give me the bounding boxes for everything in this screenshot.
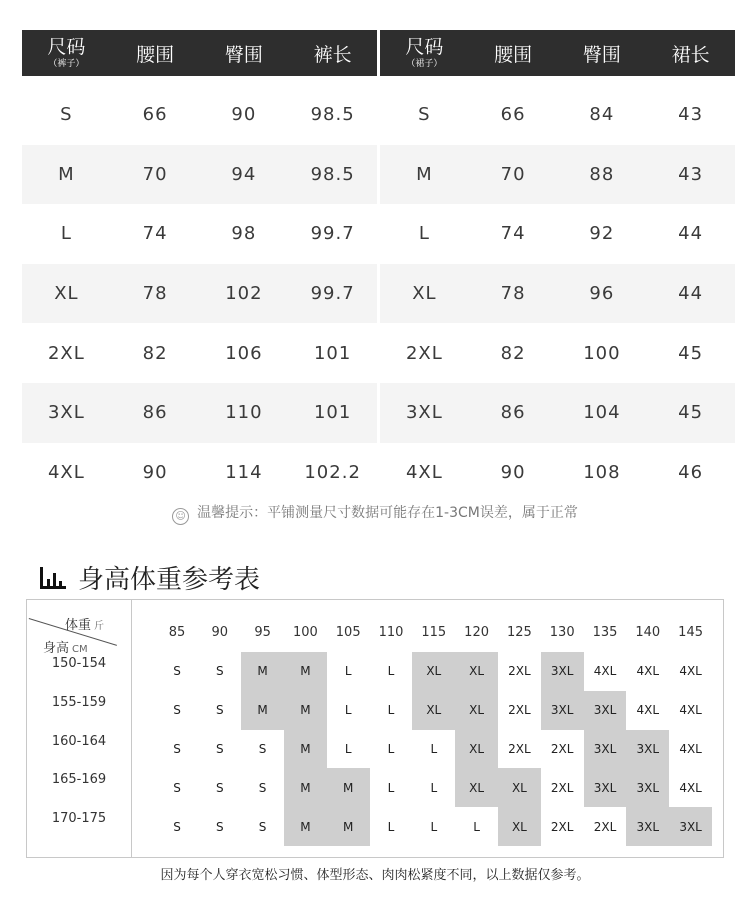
- hip-cell: 84: [589, 104, 615, 126]
- waist-cell: 70: [500, 163, 526, 185]
- size-cell: 2XL: [47, 342, 85, 364]
- weight-header: 125: [506, 625, 532, 640]
- size-cell: 4XL: [47, 461, 85, 483]
- skirt-length-header: 裙长: [671, 43, 710, 66]
- waist-cell: 82: [500, 342, 526, 364]
- skirt-size-table: [380, 30, 735, 502]
- size-cell: L: [430, 780, 438, 795]
- skirt-length-cell: 45: [678, 342, 704, 364]
- waist-cell: 74: [500, 223, 526, 245]
- weight-header: 85: [168, 625, 186, 640]
- height-unit: CM: [72, 644, 88, 655]
- size-cell: L: [418, 223, 430, 245]
- weight-header: 145: [678, 625, 703, 640]
- size-cell: 4XL: [636, 664, 660, 679]
- hip-cell: 104: [583, 402, 621, 424]
- table-row: [22, 85, 377, 145]
- size-cell: M: [284, 807, 327, 846]
- size-cell: M: [284, 730, 327, 769]
- pants-length-cell: 99.7: [310, 283, 355, 305]
- waist-cell: 86: [142, 402, 168, 424]
- size-cell: L: [344, 664, 352, 679]
- size-cell: L: [387, 780, 395, 795]
- size-cell: L: [430, 741, 438, 756]
- hip-cell: 102: [225, 283, 263, 305]
- skirt-length-cell: 44: [678, 223, 704, 245]
- size-cell: S: [173, 780, 181, 795]
- waist-cell: 70: [142, 163, 168, 185]
- size-cell: L: [387, 741, 395, 756]
- pants-length-cell: 99.7: [310, 223, 355, 245]
- size-cell: S: [173, 703, 181, 718]
- weight-header: 110: [378, 625, 404, 640]
- size-cell: 2XL: [550, 780, 574, 795]
- height-weight-table: [26, 599, 724, 858]
- size-cell: XL: [54, 283, 79, 305]
- size-cell: M: [327, 807, 370, 846]
- weight-header: 115: [421, 625, 447, 640]
- waist-cell: 90: [142, 461, 168, 483]
- size-cell: 3XL: [541, 652, 584, 691]
- size-cell: M: [327, 768, 370, 807]
- size-header-sub: （裤子）: [48, 58, 85, 69]
- size-cell: 3XL: [669, 807, 712, 846]
- hip-cell: 110: [225, 402, 263, 424]
- size-cell: S: [173, 741, 181, 756]
- size-cell: S: [258, 819, 267, 834]
- skirt-table-header: [380, 30, 735, 76]
- size-cell: L: [344, 741, 352, 756]
- table-row: [22, 323, 377, 383]
- size-cell: 3XL: [584, 691, 627, 730]
- table-row: [380, 145, 735, 205]
- height-label: 160-164: [51, 733, 107, 749]
- pants-size-table: [22, 30, 377, 502]
- size-cell: 4XL: [679, 703, 702, 718]
- section-heading: [38, 560, 260, 594]
- size-cell: L: [387, 703, 395, 718]
- size-cell: XL: [455, 768, 498, 807]
- skirt-length-cell: 43: [678, 163, 704, 185]
- hip-cell: 96: [589, 283, 615, 305]
- pants-size-header: [22, 35, 111, 69]
- waist-cell: 66: [142, 104, 168, 126]
- size-cell: M: [284, 768, 327, 807]
- size-cell: M: [416, 163, 433, 185]
- size-cell: 3XL: [47, 402, 85, 424]
- size-cell: XL: [455, 652, 498, 691]
- hip-header: 臀围: [224, 43, 263, 66]
- footnote: 因为每个人穿衣宽松习惯、体型形态、肉肉松紧度不同，以上数据仅参考。: [160, 868, 590, 883]
- size-cell: 2XL: [593, 819, 617, 834]
- height-label: 155-159: [51, 694, 107, 710]
- hip-cell: 106: [225, 342, 263, 364]
- size-header-label: 尺码: [405, 35, 444, 58]
- pants-length-cell: 101: [313, 402, 352, 424]
- size-cell: L: [387, 664, 395, 679]
- pants-length-cell: 98.5: [310, 104, 355, 126]
- size-cell: 2XL: [550, 819, 574, 834]
- skirt-length-cell: 45: [678, 402, 704, 424]
- size-cell: S: [215, 703, 224, 718]
- skirt-length-cell: 46: [678, 461, 704, 483]
- waist-header: 腰围: [494, 43, 533, 66]
- weight-header: 105: [335, 625, 361, 640]
- size-cell: 3XL: [626, 730, 669, 769]
- size-cell: M: [284, 652, 327, 691]
- table-row: [380, 383, 735, 443]
- hip-cell: 100: [583, 342, 621, 364]
- size-cell: S: [258, 741, 267, 756]
- tip-text: 温馨提示：平铺测量尺寸数据可能存在1-3CM误差，属于正常: [197, 505, 578, 521]
- size-cell: L: [430, 819, 438, 834]
- table-row: [22, 145, 377, 205]
- hip-cell: 114: [225, 461, 263, 483]
- hip-cell: 98: [231, 223, 257, 245]
- size-cell: 3XL: [584, 768, 627, 807]
- weight-header: 95: [254, 625, 271, 640]
- size-cell: L: [387, 819, 395, 834]
- size-header-sub: （裙子）: [406, 58, 443, 69]
- table-row: [22, 383, 377, 443]
- waist-cell: 86: [500, 402, 526, 424]
- size-cell: 4XL: [593, 664, 617, 679]
- size-cell: XL: [412, 652, 455, 691]
- waist-header: 腰围: [136, 43, 175, 66]
- waist-cell: 78: [142, 283, 168, 305]
- skirt-size-header: [380, 35, 469, 69]
- hip-cell: 94: [231, 163, 257, 185]
- table-row: [380, 204, 735, 264]
- size-cell: S: [215, 819, 224, 834]
- size-cell: M: [284, 691, 327, 730]
- skirt-table-body: [380, 85, 735, 502]
- size-cell: S: [173, 664, 181, 679]
- size-cell: XL: [498, 768, 541, 807]
- pants-length-cell: 98.5: [310, 163, 355, 185]
- hip-header: 臀围: [582, 43, 621, 66]
- hip-cell: 90: [231, 104, 257, 126]
- size-cell: S: [173, 819, 181, 834]
- size-cell: 4XL: [679, 664, 702, 679]
- weight-axis-label: 体重 斤: [65, 618, 105, 633]
- size-cell: S: [418, 104, 431, 126]
- pants-table-header: [22, 30, 377, 76]
- pants-length-header: 裤长: [313, 43, 352, 66]
- weight-header: 120: [464, 625, 489, 640]
- height-axis-label: 身高 CM: [43, 641, 88, 656]
- table-corner: [27, 600, 131, 656]
- size-cell: S: [215, 741, 224, 756]
- size-cell: 4XL: [636, 703, 660, 718]
- waist-cell: 74: [142, 223, 168, 245]
- table-row: [380, 323, 735, 383]
- size-cell: S: [258, 780, 267, 795]
- size-cell: 2XL: [508, 741, 531, 756]
- size-cell: L: [473, 819, 480, 834]
- size-cell: 2XL: [508, 703, 531, 718]
- pants-length-cell: 102.2: [304, 461, 361, 483]
- size-cell: XL: [498, 807, 541, 846]
- bar-chart-icon: [38, 563, 66, 591]
- height-label: 150-154: [51, 656, 107, 671]
- size-cell: L: [344, 703, 352, 718]
- weight-header: 90: [211, 625, 229, 640]
- skirt-length-cell: 44: [678, 283, 704, 305]
- waist-cell: 90: [500, 461, 526, 483]
- size-cell: XL: [455, 730, 498, 769]
- pants-length-cell: 101: [313, 342, 352, 364]
- size-cell: XL: [412, 691, 455, 730]
- size-cell: 4XL: [405, 461, 443, 483]
- size-cell: S: [60, 104, 73, 126]
- height-column: [27, 600, 132, 857]
- size-cell: 2XL: [550, 741, 574, 756]
- weight-unit: 斤: [94, 621, 105, 632]
- size-cell: 3XL: [405, 402, 443, 424]
- skirt-length-cell: 43: [678, 104, 704, 126]
- size-cell: XL: [412, 283, 437, 305]
- size-cell: 3XL: [541, 691, 584, 730]
- height-label: 170-175: [51, 811, 107, 827]
- size-cell: 4XL: [679, 741, 702, 756]
- size-cell: 3XL: [626, 807, 669, 846]
- table-row: [22, 443, 377, 503]
- size-cell: M: [241, 652, 284, 691]
- size-cell: M: [58, 163, 75, 185]
- weight-header: 135: [592, 625, 618, 640]
- hip-cell: 108: [583, 461, 621, 483]
- waist-cell: 66: [500, 104, 526, 126]
- size-header-label: 尺码: [47, 35, 86, 58]
- size-cell: M: [241, 691, 284, 730]
- table-row: [22, 204, 377, 264]
- size-cell: 2XL: [508, 664, 531, 679]
- size-cell: 4XL: [679, 780, 702, 795]
- pants-table-body: [22, 85, 377, 502]
- weight-header: 100: [292, 625, 318, 640]
- size-cell: 3XL: [584, 730, 627, 769]
- size-cell: S: [215, 780, 224, 795]
- weight-header: 130: [549, 625, 575, 640]
- table-row: [380, 264, 735, 324]
- weight-header: 140: [635, 625, 661, 640]
- size-cell: L: [60, 223, 72, 245]
- hip-cell: 88: [589, 163, 615, 185]
- measurement-tip: [0, 502, 750, 525]
- waist-cell: 78: [500, 283, 526, 305]
- size-cell: 2XL: [405, 342, 443, 364]
- section-title: 身高体重参考表: [78, 564, 261, 595]
- size-cell: 3XL: [626, 768, 669, 807]
- hip-cell: 92: [589, 223, 615, 245]
- table-row: [380, 85, 735, 145]
- table-row: [380, 443, 735, 503]
- size-cell: S: [215, 664, 224, 679]
- table-row: [22, 264, 377, 324]
- waist-cell: 82: [142, 342, 168, 364]
- size-cell: XL: [455, 691, 498, 730]
- height-label: 165-169: [51, 772, 107, 788]
- smile-icon: ☺: [172, 508, 189, 525]
